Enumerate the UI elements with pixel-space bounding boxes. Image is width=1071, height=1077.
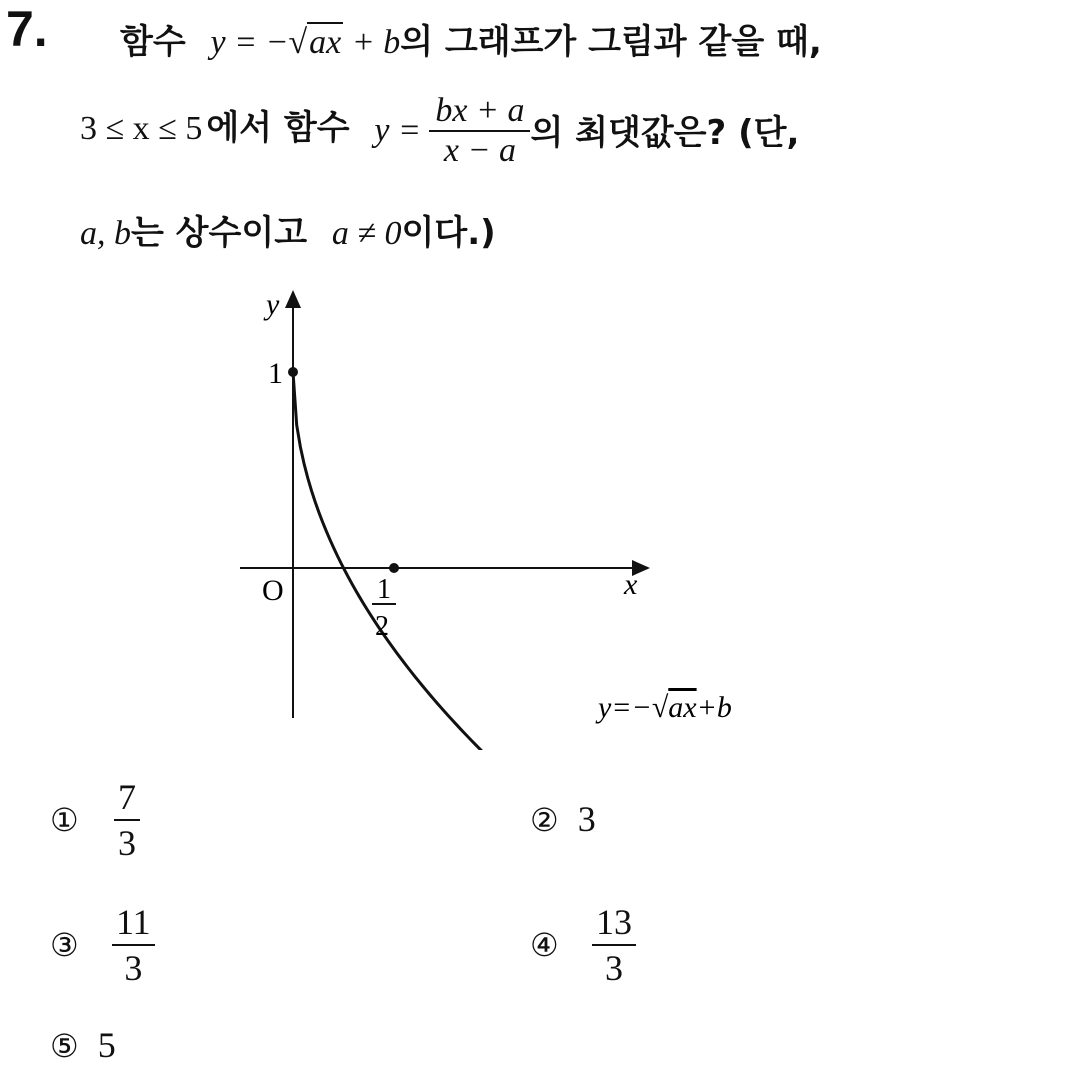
question-text: 에서 함수 — [206, 107, 350, 148]
constants: a, b — [80, 215, 131, 252]
y-axis-label: y — [266, 288, 280, 321]
question-text: 의 그래프가 그림과 같을 때, — [400, 22, 822, 62]
rational-function — [374, 92, 530, 169]
choice-numerator: 7 — [114, 775, 140, 821]
choice-2[interactable] — [530, 798, 596, 840]
choice-marker: ③ — [50, 926, 79, 964]
x-intercept-numerator: 1 — [377, 574, 391, 605]
function-graph — [220, 280, 820, 750]
fraction-numerator: bx + a — [429, 92, 530, 132]
choice-fraction — [592, 900, 636, 990]
function-lhs: y = − — [210, 24, 289, 61]
curve-label-prefix: y=− — [598, 691, 652, 724]
curve-label — [595, 691, 732, 724]
fraction-denominator: x − a — [443, 132, 516, 169]
question-number: 7. — [6, 1, 48, 57]
origin-label: O — [262, 574, 284, 607]
choice-value: 5 — [97, 1025, 116, 1065]
curve-label-sqrt: √ — [651, 691, 669, 724]
domain-condition: 3 ≤ x ≤ 5 — [80, 109, 203, 147]
choice-numerator: 13 — [592, 900, 636, 946]
choice-fraction — [112, 900, 155, 990]
choice-denominator: 3 — [124, 948, 143, 988]
question-line-2 — [80, 92, 799, 170]
x-intercept-point — [389, 563, 399, 573]
curve-label-radicand: ax — [668, 691, 697, 724]
function-tail: + b — [351, 24, 401, 61]
x-axis-label: x — [624, 568, 638, 601]
y-intercept-point — [288, 367, 298, 377]
x-intercept-denominator: 2 — [375, 611, 389, 642]
choice-marker: ② — [530, 801, 559, 839]
choice-denominator: 3 — [605, 948, 623, 988]
choice-5[interactable] — [50, 1024, 116, 1066]
function-expression: y = −√ax + b — [210, 24, 401, 61]
choice-fraction — [114, 775, 140, 865]
y-intercept-label: 1 — [268, 357, 283, 390]
question-line-1 — [120, 14, 822, 63]
function-radicand: ax — [309, 24, 342, 61]
question-text: 이다.) — [401, 213, 496, 253]
question-text: 의 최댓값은? (단, — [530, 112, 800, 153]
choice-value: 3 — [577, 799, 596, 839]
nonzero-condition: a ≠ 0 — [331, 215, 402, 252]
choice-marker: ④ — [530, 926, 559, 964]
curve-label-suffix: +b — [696, 691, 732, 724]
choice-denominator: 3 — [118, 823, 136, 863]
choice-numerator: 11 — [112, 900, 155, 946]
question-text: 함수 — [120, 22, 186, 62]
fraction — [429, 92, 530, 170]
rational-lhs: y = — [374, 112, 421, 149]
question-line-3 — [80, 205, 496, 254]
choice-marker: ⑤ — [50, 1027, 79, 1065]
choice-marker: ① — [50, 801, 79, 839]
question-text: 는 상수이고 — [131, 213, 308, 253]
